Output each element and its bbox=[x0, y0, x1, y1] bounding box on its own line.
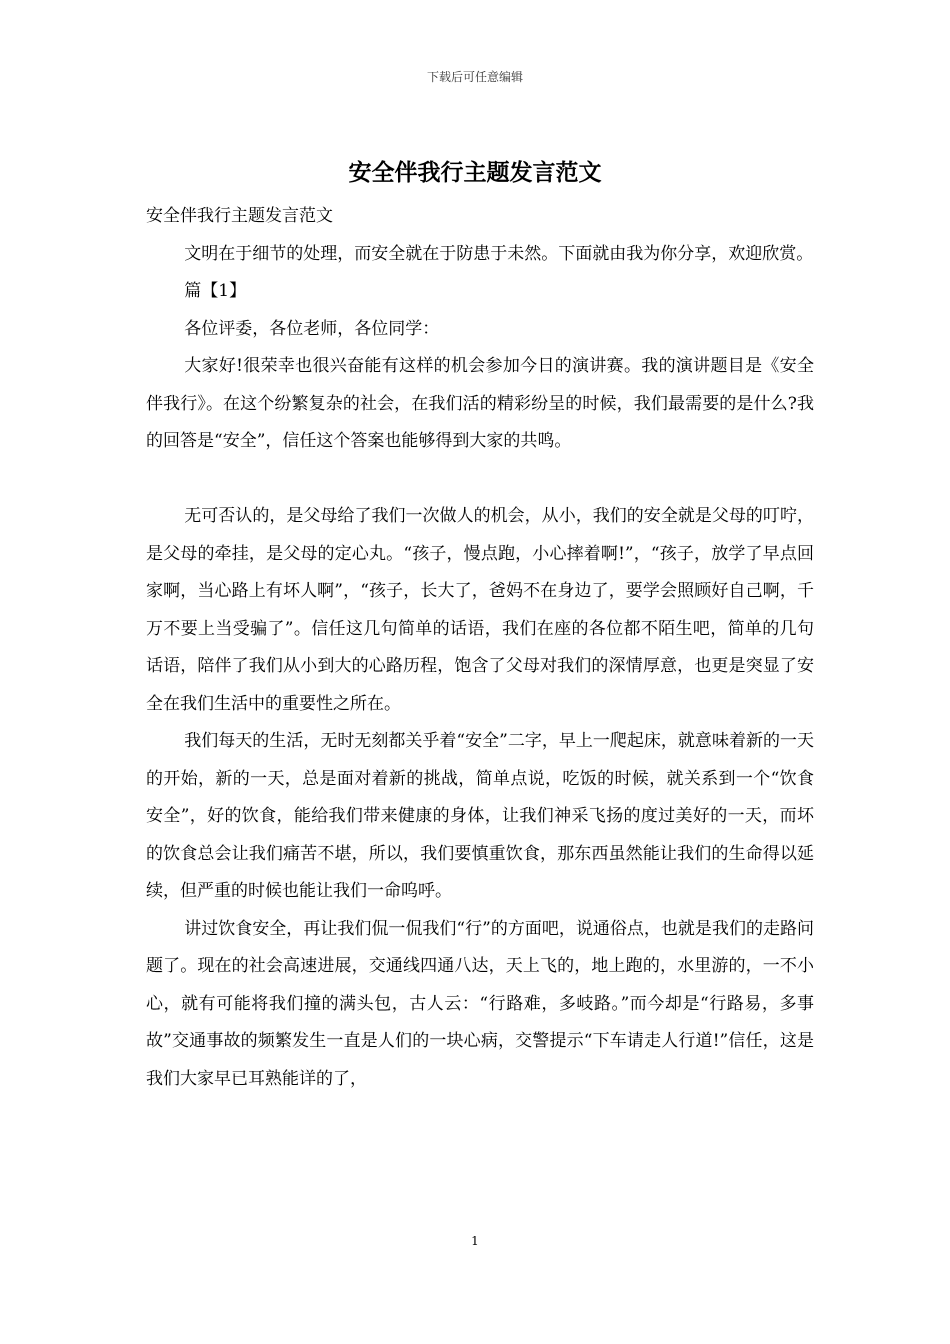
paragraph: 无可否认的，是父母给了我们一次做人的机会，从小，我们的安全就是父母的叮咛，是父母的牵挂，是父母的定心丸。“孩子，慢点跑，小心摔着啊!”，“孩子，放学了早点回家啊，当心路上有坏人啊”，“孩子，长大了，爸妈不在身边了，要学会照顾好自己啊，千万不要上当受骗了”。信任这几句简单的话语，我们在座的各位都不陌生吧，简单的几句话语，陪伴了我们从小到大的心路历程，饱含了父母对我们的深情厚意，也更是突显了安全在我们生活中的重要性之所在。 bbox=[146, 506, 814, 714]
salutation: 各位评委，各位老师，各位同学： bbox=[184, 318, 440, 339]
section-heading: 篇【1】 bbox=[184, 281, 247, 301]
document-subtitle: 安全伴我行主题发言范文 bbox=[146, 206, 333, 226]
page-number: 1 bbox=[471, 1234, 479, 1248]
paragraph: 大家好!很荣幸也很兴奋能有这样的机会参加今日的演讲赛。我的演讲题目是《安全伴我行》。在这个纷繁复杂的社会，在我们活的精彩纷呈的时候，我们最需要的是什么?我的回答是“安全”，信任这个答案也能够得到大家的共鸣。 bbox=[146, 356, 814, 451]
paragraph: 我们每天的生活，无时无刻都关乎着“安全”二字，早上一爬起床，就意味着新的一天的开始，新的一天，总是面对着新的挑战，简单点说，吃饭的时候，就关系到一个“饮食安全”，好的饮食，能给我们带来健康的身体，让我们神采飞扬的度过美好的一天，而坏的饮食总会让我们痛苦不堪，所以，我们要慎重饮食，那东西虽然能让我们的生命得以延续，但严重的时候也能让我们一命呜呼。 bbox=[146, 731, 814, 901]
paragraph: 讲过饮食安全，再让我们侃一侃我们“行”的方面吧，说通俗点，也就是我们的走路问题了。现在的社会高速进展，交通线四通八达，天上飞的，地上跑的，水里游的，一不小心，就有可能将我们撞的满头包，古人云：“行路难，多岐路。”而今却是“行路易，多事故”交通事故的频繁发生一直是人们的一块心病，交警提示“下车请走人行道!”信任，这是我们大家早已耳熟能详的了， bbox=[146, 918, 814, 1089]
paragraph-spacer bbox=[146, 461, 814, 499]
header-note: 下载后可任意编辑 bbox=[426, 70, 523, 84]
paragraph-intro: 文明在于细节的处理，而安全就在于防患于未然。下面就由我为你分享，欢迎欣赏。 bbox=[184, 243, 814, 264]
document-body bbox=[146, 198, 814, 1098]
document-title: 安全伴我行主题发言范文 bbox=[348, 159, 602, 186]
